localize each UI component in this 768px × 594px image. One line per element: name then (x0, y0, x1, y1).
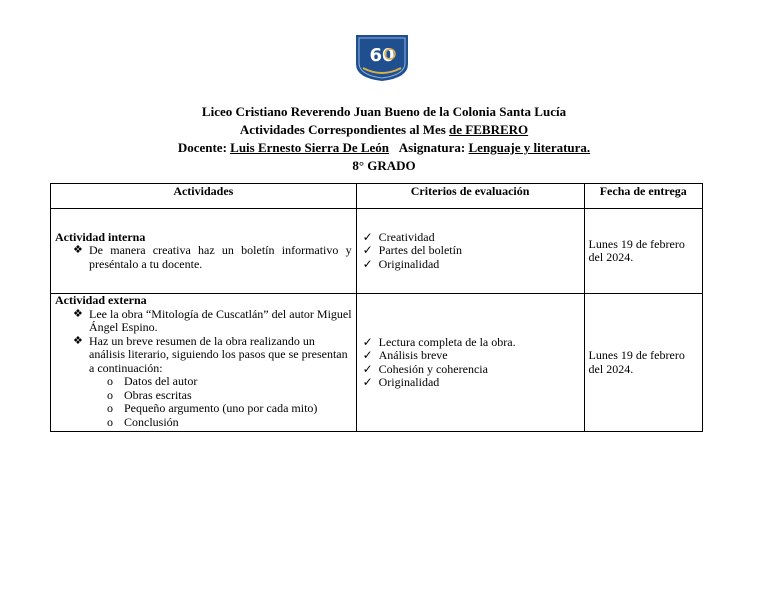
grade: 8° GRADO (352, 158, 416, 173)
diamond-bullet-icon: ❖ (73, 334, 83, 347)
activities-month-line (0, 121, 768, 139)
list-item: ✓ Análisis breve (362, 348, 448, 362)
list-item: ❖ De manera creativa haz un boletín informativo y preséntalo a tu docente. (73, 243, 352, 271)
circle-bullet-icon: o (107, 387, 113, 402)
table-row-external (51, 294, 703, 432)
list-item: o Obras escritas (107, 387, 192, 402)
circle-bullet-icon: o (107, 374, 113, 388)
list-item: o Conclusión (107, 414, 179, 429)
list-item: ✓ Creatividad (362, 229, 435, 244)
teacher-name: Luis Ernesto Sierra De León (230, 140, 390, 155)
subject-name: Lenguaje y literatura. (468, 140, 591, 155)
list-item: ✓ Originalidad (362, 375, 440, 389)
external-activity-cell (51, 294, 357, 432)
circle-bullet-icon: o (107, 401, 113, 415)
activities-prefix: Actividades Correspondientes al Mes (239, 122, 450, 137)
teacher-subject-line (0, 139, 768, 157)
subject-label: Asignatura: (398, 140, 469, 155)
teacher-label: Docente: (177, 140, 231, 155)
external-date-cell: Lunes 19 de febrero del 2024. (584, 294, 702, 432)
school-logo (355, 34, 409, 82)
diamond-bullet-icon: ❖ (73, 307, 83, 320)
check-icon: ✓ (362, 256, 373, 271)
circle-bullet-icon: o (107, 414, 113, 429)
external-activity-title: Actividad externa (55, 293, 147, 307)
external-criteria-cell (356, 294, 584, 432)
internal-activity-title: Actividad interna (55, 229, 146, 244)
table-header-row (51, 184, 703, 209)
check-icon: ✓ (362, 334, 373, 349)
list-item: o Datos del autor (107, 374, 198, 388)
list-item: ✓ Cohesión y coherencia (362, 361, 488, 376)
header-date: Fecha de entrega (584, 184, 702, 209)
school-name: Liceo Cristiano Reverendo Juan Bueno de la Colonia Santa Lucía (201, 104, 567, 119)
list-item: ✓ Originalidad (362, 256, 440, 271)
list-item: ✓ Lectura completa de la obra. (362, 334, 516, 349)
diamond-bullet-icon: ❖ (73, 244, 83, 257)
list-item: ✓ Partes del boletín (362, 243, 462, 258)
internal-criteria-cell (356, 209, 584, 294)
check-icon: ✓ (362, 361, 373, 376)
month: de FEBRERO (449, 122, 529, 137)
header-activities: Actividades (51, 184, 357, 209)
table-row-internal (51, 209, 703, 294)
list-item: ❖ Haz un breve resumen de la obra realizando un análisis literario, siguiendo los pasos que se presentan a continuación: (73, 333, 348, 375)
check-icon: ✓ (362, 229, 373, 244)
list-item: o Pequeño argumento (uno por cada mito) (107, 401, 318, 415)
list-item: ❖ Lee la obra “Mitología de Cuscatlán” del autor Miguel Ángel Espino. (73, 306, 352, 334)
internal-date-cell: Lunes 19 de febrero del 2024. (584, 209, 702, 294)
internal-activity-cell (51, 209, 357, 294)
header-criteria: Criterios de evaluación (356, 184, 584, 209)
activities-table (50, 183, 703, 432)
check-icon: ✓ (362, 375, 373, 389)
svg-text:60: 60 (369, 45, 395, 66)
check-icon: ✓ (362, 243, 373, 258)
check-icon: ✓ (362, 348, 373, 362)
